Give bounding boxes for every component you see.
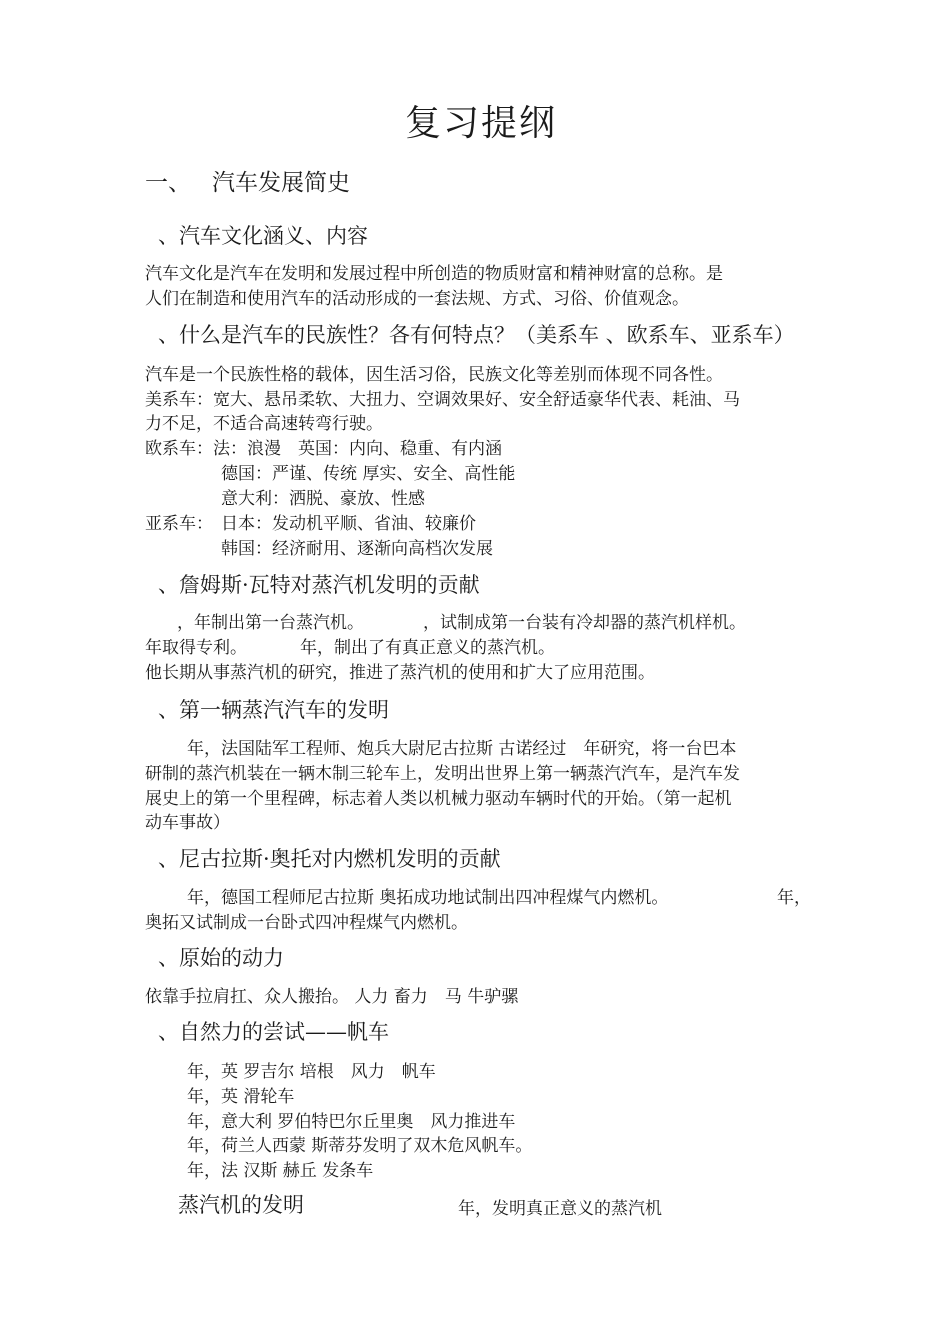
watt-line-1b: ，试制成第一台装有冷却器的蒸汽机样机。 — [423, 613, 746, 633]
heading-nationality: 、什么是汽车的民族性？各有何特点？（美系车 、欧系车、亚系车） — [158, 323, 795, 347]
heading-culture: 、汽车文化涵义、内容 — [158, 224, 368, 248]
natural-force-item: 年，英 罗吉尔 培根 风力 帆车 — [187, 1062, 436, 1082]
first-car-line-1: 年，法国陆军工程师、炮兵大尉尼古拉斯 古诺经过 年研究，将一台巴本 — [187, 739, 737, 759]
eu-cars-line-3: 意大利：洒脱、豪放、性感 — [221, 489, 425, 509]
document-title: 复习提纲 — [405, 103, 558, 144]
natural-force-item: 年，意大利 罗伯特巴尔丘里奥 风力推进车 — [187, 1112, 516, 1132]
eu-cars-line-2: 德国：严谨、传统 厚实、安全、高性能 — [221, 464, 516, 484]
asia-cars-label: 亚系车： — [145, 514, 213, 534]
watt-line-1a: ，年制出第一台蒸汽机。 — [177, 613, 364, 633]
heading-natural-force: 、自然力的尝试——帆车 — [158, 1020, 389, 1044]
heading-watt: 、詹姆斯·瓦特对蒸汽机发明的贡献 — [158, 573, 480, 597]
watt-line-2b: 年，制出了有真正意义的蒸汽机。 — [300, 638, 555, 658]
heading-primitive-power: 、原始的动力 — [158, 946, 284, 970]
primitive-power-line: 依靠手拉肩扛、众人搬抬。 人力 畜力 马 牛驴骡 — [145, 987, 519, 1007]
eu-cars-line-1: 法：浪漫 英国：内向、稳重、有内涵 — [213, 439, 502, 459]
eu-cars-label: 欧系车： — [145, 439, 213, 459]
watt-line-3: 他长期从事蒸汽机的研究，推进了蒸汽机的使用和扩大了应用范围。 — [145, 663, 655, 683]
otto-line-1b: 年， — [777, 888, 811, 908]
heading-steam-engine: 蒸汽机的发明 — [178, 1193, 304, 1217]
first-car-line-2: 研制的蒸汽机装在一辆木制三轮车上，发明出世界上第一辆蒸汽汽车，是汽车发 — [145, 764, 740, 784]
culture-line-2: 人们在制造和使用汽车的活动形成的一套法规、方式、习俗、价值观念。 — [145, 289, 689, 309]
heading-first-steam-car: 、第一辆蒸汽汽车的发明 — [158, 698, 389, 722]
natural-force-item: 年，荷兰人西蒙 斯蒂芬发明了双木危风帆车。 — [187, 1136, 533, 1156]
asia-cars-line-2: 韩国：经济耐用、逐渐向高档次发展 — [221, 539, 493, 559]
watt-line-2a: 年取得专利。 — [145, 638, 247, 658]
steam-engine-note: 年，发明真正意义的蒸汽机 — [458, 1199, 662, 1219]
us-cars-line-2: 力不足，不适合高速转弯行驶。 — [145, 414, 383, 434]
section-number: 一、 — [145, 170, 191, 196]
asia-cars-line-1: 日本：发动机平顺、省油、较廉价 — [221, 514, 476, 534]
first-car-line-4: 动车事故） — [145, 813, 230, 833]
culture-line-1: 汽车文化是汽车在发明和发展过程中所创造的物质财富和精神财富的总称。是 — [145, 264, 723, 284]
otto-line-1a: 年，德国工程师尼古拉斯 奥拓成功地试制出四冲程煤气内燃机。 — [187, 888, 669, 908]
heading-otto: 、尼古拉斯·奥托对内燃机发明的贡献 — [158, 847, 501, 871]
first-car-line-3: 展史上的第一个里程碑，标志着人类以机械力驱动车辆时代的开始。（第一起机 — [145, 789, 732, 809]
natural-force-item: 年，英 滑轮车 — [187, 1087, 295, 1107]
otto-line-2: 奥拓又试制成一台卧式四冲程煤气内燃机。 — [145, 913, 468, 933]
section-heading: 汽车发展简史 — [212, 170, 350, 196]
natural-force-item: 年，法 汉斯 赫丘 发条车 — [187, 1161, 374, 1181]
nationality-intro: 汽车是一个民族性格的载体，因生活习俗，民族文化等差别而体现不同各性。 — [145, 365, 723, 385]
us-cars-line-1: 美系车：宽大、悬吊柔软、大扭力、空调效果好、安全舒适豪华代表、耗油、马 — [145, 390, 740, 410]
